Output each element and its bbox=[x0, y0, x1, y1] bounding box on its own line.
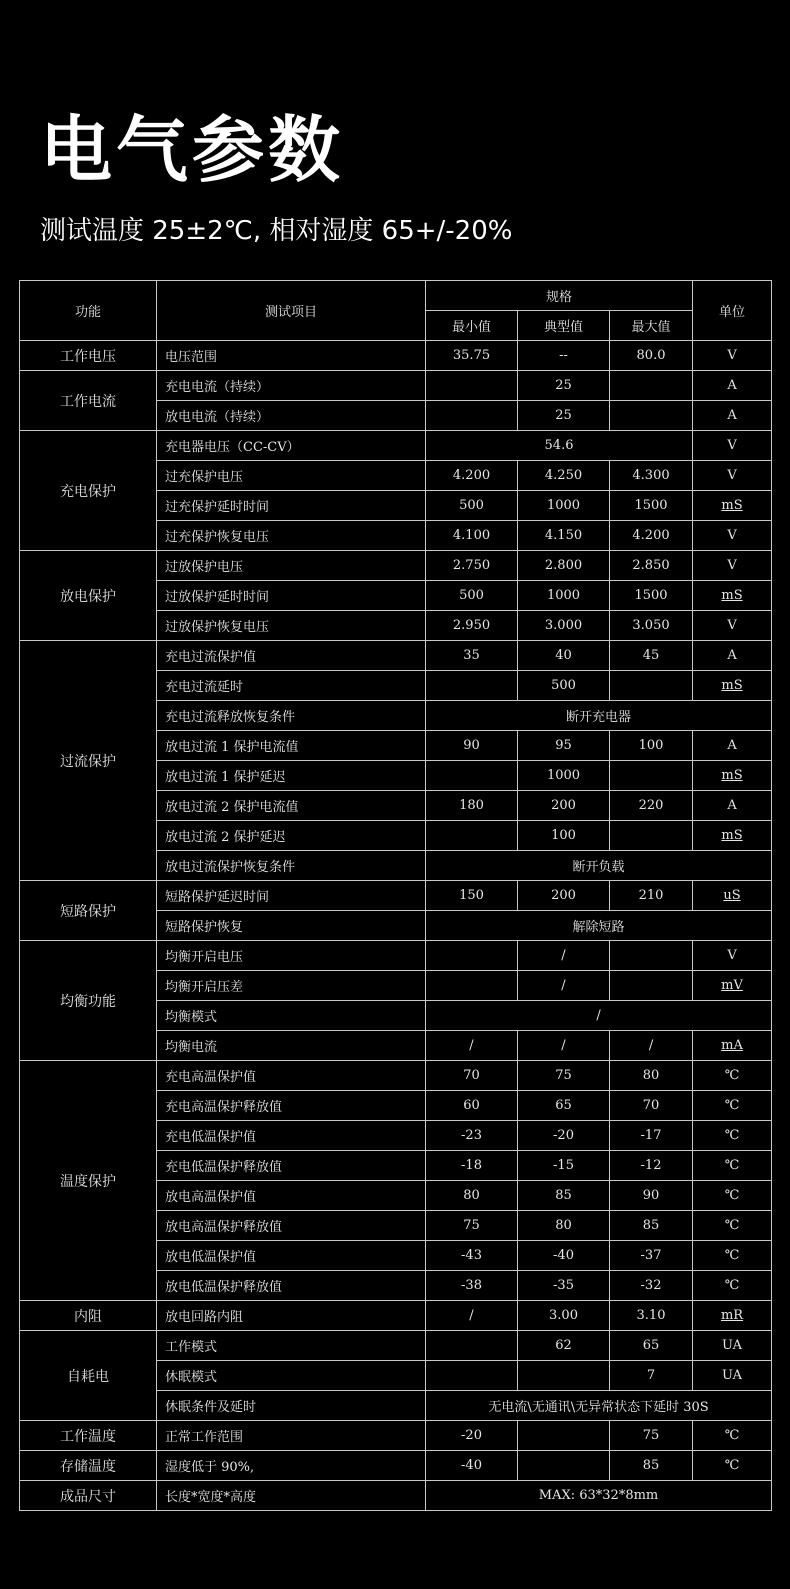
test-item: 短路保护延迟时间 bbox=[157, 881, 426, 911]
min-value bbox=[426, 401, 518, 431]
min-value: 4.100 bbox=[426, 521, 518, 551]
group-name: 温度保护 bbox=[20, 1061, 157, 1301]
typ-value: 40 bbox=[518, 641, 610, 671]
max-value bbox=[610, 971, 693, 1001]
table-row bbox=[20, 941, 772, 971]
min-value: 4.200 bbox=[426, 461, 518, 491]
min-value: -20 bbox=[426, 1421, 518, 1451]
merged-value: 断开充电器 bbox=[426, 701, 772, 731]
header-min: 最小值 bbox=[426, 311, 518, 341]
typ-value: 85 bbox=[518, 1181, 610, 1211]
group-name: 工作温度 bbox=[20, 1421, 157, 1451]
min-value: -38 bbox=[426, 1271, 518, 1301]
table-row bbox=[20, 431, 772, 461]
test-item: 放电过流 2 保护延迟 bbox=[157, 821, 426, 851]
unit-value: ℃ bbox=[693, 1241, 772, 1271]
group-name: 内阻 bbox=[20, 1301, 157, 1331]
table-row bbox=[20, 881, 772, 911]
test-item: 充电过流延时 bbox=[157, 671, 426, 701]
test-item: 正常工作范围 bbox=[157, 1421, 426, 1451]
min-value bbox=[426, 371, 518, 401]
group-name: 成品尺寸 bbox=[20, 1481, 157, 1511]
typ-value: 100 bbox=[518, 821, 610, 851]
unit-value: V bbox=[693, 551, 772, 581]
test-item: 湿度低于 90%, bbox=[157, 1451, 426, 1481]
group-name: 均衡功能 bbox=[20, 941, 157, 1061]
test-item: 放电过流 1 保护电流值 bbox=[157, 731, 426, 761]
typ-value: -35 bbox=[518, 1271, 610, 1301]
group-name: 短路保护 bbox=[20, 881, 157, 941]
typ-value bbox=[518, 1451, 610, 1481]
typ-value: 1000 bbox=[518, 491, 610, 521]
min-value: 150 bbox=[426, 881, 518, 911]
table-row bbox=[20, 371, 772, 401]
typ-value: 4.150 bbox=[518, 521, 610, 551]
group-name: 过流保护 bbox=[20, 641, 157, 881]
unit-value: A bbox=[693, 401, 772, 431]
test-item: 充电低温保护值 bbox=[157, 1121, 426, 1151]
group-name: 工作电压 bbox=[20, 341, 157, 371]
max-value bbox=[610, 821, 693, 851]
min-value: 60 bbox=[426, 1091, 518, 1121]
unit-value: ℃ bbox=[693, 1121, 772, 1151]
unit-value: mV bbox=[693, 971, 772, 1001]
max-value: -12 bbox=[610, 1151, 693, 1181]
test-item: 过充保护延时时间 bbox=[157, 491, 426, 521]
max-value: 3.10 bbox=[610, 1301, 693, 1331]
group-name: 存储温度 bbox=[20, 1451, 157, 1481]
table-row bbox=[20, 1331, 772, 1361]
unit-value: mR bbox=[693, 1301, 772, 1331]
typ-value: 25 bbox=[518, 371, 610, 401]
max-value: 1500 bbox=[610, 581, 693, 611]
table-row bbox=[20, 1421, 772, 1451]
test-item: 长度*宽度*高度 bbox=[157, 1481, 426, 1511]
typ-value bbox=[518, 1361, 610, 1391]
typ-value: 500 bbox=[518, 671, 610, 701]
unit-value: V bbox=[693, 611, 772, 641]
test-item: 过充保护电压 bbox=[157, 461, 426, 491]
test-item: 充电电流（持续） bbox=[157, 371, 426, 401]
unit-value: ℃ bbox=[693, 1091, 772, 1121]
page-title: 电气参数 bbox=[40, 108, 345, 192]
max-value: 100 bbox=[610, 731, 693, 761]
max-value: / bbox=[610, 1031, 693, 1061]
typ-value: -20 bbox=[518, 1121, 610, 1151]
merged-value: MAX: 63*32*8mm bbox=[426, 1481, 772, 1511]
max-value: -37 bbox=[610, 1241, 693, 1271]
min-value: 75 bbox=[426, 1211, 518, 1241]
max-value: 70 bbox=[610, 1091, 693, 1121]
max-value bbox=[610, 941, 693, 971]
typ-value: 75 bbox=[518, 1061, 610, 1091]
table-row bbox=[20, 1451, 772, 1481]
table-row bbox=[20, 1061, 772, 1091]
min-value bbox=[426, 1361, 518, 1391]
test-item: 过放保护恢复电压 bbox=[157, 611, 426, 641]
typ-value: 200 bbox=[518, 881, 610, 911]
test-item: 放电电流（持续） bbox=[157, 401, 426, 431]
typ-value: / bbox=[518, 1031, 610, 1061]
min-value: 70 bbox=[426, 1061, 518, 1091]
min-value: 500 bbox=[426, 491, 518, 521]
test-item: 放电回路内阻 bbox=[157, 1301, 426, 1331]
max-value: 65 bbox=[610, 1331, 693, 1361]
test-item: 休眠条件及延时 bbox=[157, 1391, 426, 1421]
max-value: 4.300 bbox=[610, 461, 693, 491]
unit-value: mS bbox=[693, 491, 772, 521]
test-item: 充电过流保护值 bbox=[157, 641, 426, 671]
typ-value: 4.250 bbox=[518, 461, 610, 491]
header-function: 功能 bbox=[20, 281, 157, 341]
unit-value: mS bbox=[693, 671, 772, 701]
min-value: -40 bbox=[426, 1451, 518, 1481]
table-row bbox=[20, 341, 772, 371]
min-value bbox=[426, 971, 518, 1001]
unit-value: V bbox=[693, 461, 772, 491]
test-item: 过充保护恢复电压 bbox=[157, 521, 426, 551]
typ-value: 200 bbox=[518, 791, 610, 821]
unit-value: ℃ bbox=[693, 1271, 772, 1301]
merged-value: / bbox=[426, 1001, 772, 1031]
test-item: 均衡开启压差 bbox=[157, 971, 426, 1001]
test-item: 电压范围 bbox=[157, 341, 426, 371]
test-item: 充电高温保护值 bbox=[157, 1061, 426, 1091]
max-value: -17 bbox=[610, 1121, 693, 1151]
min-value: 80 bbox=[426, 1181, 518, 1211]
test-item: 短路保护恢复 bbox=[157, 911, 426, 941]
unit-value: A bbox=[693, 641, 772, 671]
typ-value: 62 bbox=[518, 1331, 610, 1361]
unit-value: mS bbox=[693, 821, 772, 851]
typ-value: 25 bbox=[518, 401, 610, 431]
max-value: 75 bbox=[610, 1421, 693, 1451]
typ-value: -- bbox=[518, 341, 610, 371]
header-spec: 规格 bbox=[426, 281, 693, 311]
typ-value: 1000 bbox=[518, 761, 610, 791]
max-value: -32 bbox=[610, 1271, 693, 1301]
max-value: 85 bbox=[610, 1211, 693, 1241]
max-value bbox=[610, 761, 693, 791]
max-value: 3.050 bbox=[610, 611, 693, 641]
header-unit: 单位 bbox=[693, 281, 772, 341]
typ-value: 80 bbox=[518, 1211, 610, 1241]
test-item: 均衡模式 bbox=[157, 1001, 426, 1031]
group-name: 放电保护 bbox=[20, 551, 157, 641]
unit-value: ℃ bbox=[693, 1181, 772, 1211]
typ-value: 3.00 bbox=[518, 1301, 610, 1331]
unit-value: A bbox=[693, 731, 772, 761]
max-value: 90 bbox=[610, 1181, 693, 1211]
table-row bbox=[20, 551, 772, 581]
max-value bbox=[610, 401, 693, 431]
unit-value: V bbox=[693, 431, 772, 461]
max-value: 210 bbox=[610, 881, 693, 911]
test-item: 休眠模式 bbox=[157, 1361, 426, 1391]
min-value bbox=[426, 671, 518, 701]
typ-value: 1000 bbox=[518, 581, 610, 611]
max-value: 7 bbox=[610, 1361, 693, 1391]
typ-value: / bbox=[518, 941, 610, 971]
min-value bbox=[426, 941, 518, 971]
table-header-row bbox=[20, 281, 772, 311]
max-value: 220 bbox=[610, 791, 693, 821]
min-value: 2.750 bbox=[426, 551, 518, 581]
typ-value: 2.800 bbox=[518, 551, 610, 581]
unit-value: UA bbox=[693, 1361, 772, 1391]
min-value: 35 bbox=[426, 641, 518, 671]
group-name: 工作电流 bbox=[20, 371, 157, 431]
max-value: 4.200 bbox=[610, 521, 693, 551]
test-item: 放电过流 2 保护电流值 bbox=[157, 791, 426, 821]
max-value: 80 bbox=[610, 1061, 693, 1091]
unit-value: ℃ bbox=[693, 1061, 772, 1091]
unit-value: V bbox=[693, 941, 772, 971]
max-value: 85 bbox=[610, 1451, 693, 1481]
max-value: 2.850 bbox=[610, 551, 693, 581]
header-max: 最大值 bbox=[610, 311, 693, 341]
unit-value: ℃ bbox=[693, 1451, 772, 1481]
test-item: 均衡开启电压 bbox=[157, 941, 426, 971]
test-item: 过放保护电压 bbox=[157, 551, 426, 581]
test-item: 放电高温保护值 bbox=[157, 1181, 426, 1211]
min-value: 500 bbox=[426, 581, 518, 611]
test-item: 充电过流释放恢复条件 bbox=[157, 701, 426, 731]
typ-value: -40 bbox=[518, 1241, 610, 1271]
test-item: 放电低温保护值 bbox=[157, 1241, 426, 1271]
max-value: 45 bbox=[610, 641, 693, 671]
min-value: / bbox=[426, 1301, 518, 1331]
min-value bbox=[426, 1331, 518, 1361]
typ-value: / bbox=[518, 971, 610, 1001]
unit-value: ℃ bbox=[693, 1421, 772, 1451]
test-item: 充电高温保护释放值 bbox=[157, 1091, 426, 1121]
unit-value: mS bbox=[693, 581, 772, 611]
header-typ: 典型值 bbox=[518, 311, 610, 341]
header-test-item: 测试项目 bbox=[157, 281, 426, 341]
min-value bbox=[426, 821, 518, 851]
typ-value: 3.000 bbox=[518, 611, 610, 641]
max-value: 80.0 bbox=[610, 341, 693, 371]
unit-value: mA bbox=[693, 1031, 772, 1061]
test-item: 过放保护延时时间 bbox=[157, 581, 426, 611]
table-row bbox=[20, 1301, 772, 1331]
typ-value: 65 bbox=[518, 1091, 610, 1121]
min-value: -23 bbox=[426, 1121, 518, 1151]
unit-value: uS bbox=[693, 881, 772, 911]
unit-value: ℃ bbox=[693, 1211, 772, 1241]
table-row bbox=[20, 641, 772, 671]
test-item: 充电低温保护释放值 bbox=[157, 1151, 426, 1181]
test-item: 工作模式 bbox=[157, 1331, 426, 1361]
unit-value: mS bbox=[693, 761, 772, 791]
min-value: 2.950 bbox=[426, 611, 518, 641]
unit-value: V bbox=[693, 341, 772, 371]
electrical-parameters-table bbox=[19, 280, 772, 1511]
group-name: 自耗电 bbox=[20, 1331, 157, 1421]
unit-value: V bbox=[693, 521, 772, 551]
group-name: 充电保护 bbox=[20, 431, 157, 551]
test-item: 放电低温保护释放值 bbox=[157, 1271, 426, 1301]
typ-value: -15 bbox=[518, 1151, 610, 1181]
test-item: 均衡电流 bbox=[157, 1031, 426, 1061]
min-value: -18 bbox=[426, 1151, 518, 1181]
table-row bbox=[20, 1481, 772, 1511]
typ-value: 95 bbox=[518, 731, 610, 761]
merged-value: 54.6 bbox=[426, 431, 693, 461]
unit-value: A bbox=[693, 791, 772, 821]
unit-value: UA bbox=[693, 1331, 772, 1361]
min-value: 180 bbox=[426, 791, 518, 821]
min-value bbox=[426, 761, 518, 791]
min-value: -43 bbox=[426, 1241, 518, 1271]
merged-value: 解除短路 bbox=[426, 911, 772, 941]
max-value: 1500 bbox=[610, 491, 693, 521]
test-item: 放电过流 1 保护延迟 bbox=[157, 761, 426, 791]
typ-value bbox=[518, 1421, 610, 1451]
test-item: 充电器电压（CC-CV） bbox=[157, 431, 426, 461]
merged-value: 断开负载 bbox=[426, 851, 772, 881]
min-value: 35.75 bbox=[426, 341, 518, 371]
merged-value: 无电流\无通讯\无异常状态下延时 30S bbox=[426, 1391, 772, 1421]
max-value bbox=[610, 371, 693, 401]
test-conditions: 测试温度 25±2℃, 相对湿度 65+/-20% bbox=[40, 216, 513, 246]
unit-value: ℃ bbox=[693, 1151, 772, 1181]
test-item: 放电过流保护恢复条件 bbox=[157, 851, 426, 881]
unit-value: A bbox=[693, 371, 772, 401]
min-value: / bbox=[426, 1031, 518, 1061]
min-value: 90 bbox=[426, 731, 518, 761]
max-value bbox=[610, 671, 693, 701]
test-item: 放电高温保护释放值 bbox=[157, 1211, 426, 1241]
